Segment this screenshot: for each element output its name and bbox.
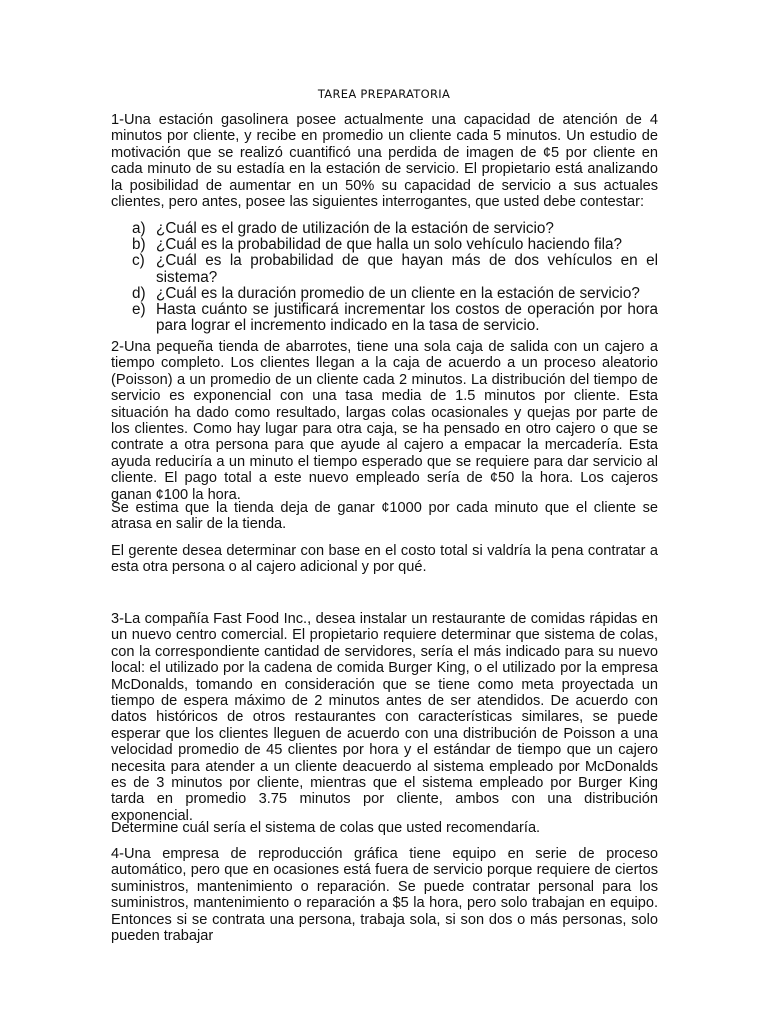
question-text: ¿Cuál es el grado de utilización de la estación de servicio? <box>156 220 554 237</box>
paragraph: Se estima que la tienda deja de ganar ¢1000 por cada minuto que el cliente se atrasa en salir de la tienda. <box>111 500 658 533</box>
problem-2-question <box>111 543 658 576</box>
list-marker: a) <box>132 220 146 237</box>
paragraph: El gerente desea determinar con base en el costo total si valdría la pena contratar a esta otra persona o al cajero adicional y por qué. <box>111 543 658 576</box>
document-title: TAREA PREPARATORIA <box>317 87 451 101</box>
paragraph: 1-Una estación gasolinera posee actualmente una capacidad de atención de 4 minutos por cliente, y recibe en promedio un cliente cada 5 minutos. Un estudio de motivación que se realizó cuantificó una perdida de imagen de ¢5 por cliente en cada minuto de su estadía en la estación de servicio. El propietario está analizando la posibilidad de aumentar en un 50% su capacidad de servicio a sus actuales clientes, pero antes, posee las siguientes interrogantes, que usted debe contestar: <box>111 112 658 211</box>
list-item <box>111 237 658 253</box>
list-marker: d) <box>132 284 146 302</box>
question-text: ¿Cuál es la duración promedio de un cliente en la estación de servicio? <box>156 284 640 302</box>
list-item <box>111 253 658 285</box>
problem-2-note <box>111 500 658 533</box>
problem-3-text <box>111 611 658 824</box>
list-marker: e) <box>132 301 146 319</box>
problem-1-text <box>111 112 658 210</box>
problem-2-text <box>111 339 658 503</box>
list-item <box>111 286 658 302</box>
problem-3-question <box>111 820 658 836</box>
paragraph: 2-Una pequeña tienda de abarrotes, tiene una sola caja de salida con un cajero a tiempo completo. Los clientes llegan a la caja de acuerdo a un proceso aleatorio (Poisson) a un promedio de un cliente cada 2 minutos. La distribución del tiempo de servicio es exponencial con una tasa media de 1.5 minutos por cliente. Esta situación ha dado como resultado, largas colas ocasionales y quejas por parte de los clientes. Como hay lugar para otra caja, se ha pensado en otro cajero o que se contrate a otra persona para que ayude al cajero a empacar la mercadería. Esta ayuda reduciría a un minuto el tiempo esperado que se requiere para dar servicio al cliente. El pago total a este nuevo empleado sería de ¢50 la hora. Los cajeros ganan ¢100 la hora. <box>111 339 658 503</box>
paragraph: 4-Una empresa de reproducción gráfica tiene equipo en serie de proceso automático, pero que en ocasiones está fuera de servicio porque requiere de ciertos suministros, mantenimiento o reparación. Se puede contratar personal para los suministros, mantenimiento o reparación a $5 la hora, pero solo trabajan en equipo. Entonces si se contrata una persona, trabaja sola, si son dos o más personas, solo pueden trabajar <box>111 846 658 945</box>
problem-1-questions <box>111 221 658 334</box>
list-marker: c) <box>132 252 145 270</box>
question-text: ¿Cuál es la probabilidad de que halla un solo vehículo haciendo fila? <box>156 236 623 254</box>
paragraph: 3-La compañía Fast Food Inc., desea instalar un restaurante de comidas rápidas en un nuevo centro comercial. El propietario requiere determinar que sistema de colas, con la correspondiente cantidad de servidores, sería el más indicado para su nuevo local: el utilizado por la cadena de comida Burger King, o el utilizado por la empresa McDonalds, tomando en consideración que se tiene como meta proyectada un tiempo de espera máximo de 2 minutos antes de ser atendidos. De acuerdo con datos históricos de otros restaurantes con características similares, se puede esperar que los clientes lleguen de acuerdo con una distribución de Poisson a una velocidad promedio de 45 clientes por hora y el estándar de tiempo que un cajero necesita para atender a un cliente deacuerdo al sistema empleado por McDonalds es de 3 minutos por cliente, mientras que el sistema empleado por Burger King tarda en promedio 3.75 minutos por cliente, ambos con una distribución exponencial. <box>111 611 658 824</box>
question-text: Hasta cuánto se justificará incrementar los costos de operación por hora para lograr el incremento indicado en la tasa de servicio. <box>156 301 658 335</box>
paragraph: Determine cuál sería el sistema de colas que usted recomendaría. <box>111 820 541 836</box>
question-text: ¿Cuál es la probabilidad de que hayan más de dos vehículos en el sistema? <box>156 252 658 286</box>
problem-4-text <box>111 846 658 944</box>
list-item <box>111 221 658 237</box>
list-item <box>111 302 658 334</box>
list-marker: b) <box>132 236 146 254</box>
